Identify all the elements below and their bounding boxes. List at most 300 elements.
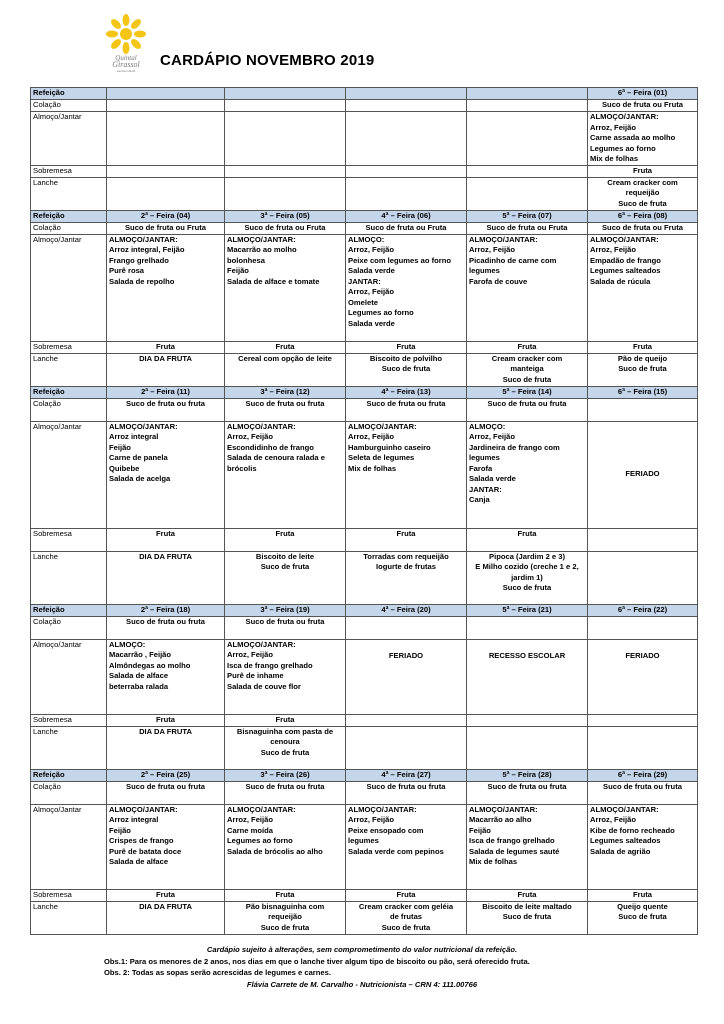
menu-line: Legumes ao forno [590, 143, 656, 153]
colacao-row [31, 781, 698, 804]
menu-line: de frutas [389, 912, 423, 921]
menu-line: Salada de acelga [109, 474, 171, 483]
sobremesa-row [31, 528, 698, 551]
menu-line: Purê rosa [109, 266, 145, 275]
menu-line: Biscoito de polvilho [369, 353, 443, 363]
day-header: 2ª – Feira (04) [107, 210, 225, 222]
sobremesa-cell: Fruta [107, 341, 225, 353]
menu-line: cenoura [270, 737, 300, 746]
menu-line: Suco de fruta [618, 364, 667, 373]
menu-line: DIA DA FRUTA [139, 726, 192, 736]
menu-line: Canja [469, 495, 490, 504]
almoco-cell [225, 234, 346, 341]
day-header: 5ª – Feira (07) [467, 210, 588, 222]
menu-line: Empadão de frango [590, 255, 661, 265]
sobremesa-cell: Fruta [467, 889, 588, 901]
almoco-cell [467, 804, 588, 889]
colacao-cell [588, 398, 698, 421]
menu-line: Suco de fruta [381, 364, 431, 373]
menu-line: Mix de folhas [590, 154, 639, 163]
row-label-lanche: Lanche [31, 353, 107, 386]
menu-line: Salada de cenoura ralada e [227, 453, 325, 462]
colacao-row [31, 222, 698, 234]
menu-line: Mix de folhas [469, 857, 518, 866]
row-label-refeicao: Refeição [31, 769, 107, 781]
colacao-cell: Suco de fruta ou Fruta [588, 222, 698, 234]
sobremesa-cell: Fruta [346, 528, 467, 551]
sobremesa-cell: Fruta [588, 341, 698, 353]
lanche-row [31, 177, 698, 210]
menu-line: Arroz, Feijão [227, 815, 273, 824]
menu-line: ALMOÇO/JANTAR: [227, 421, 296, 431]
almoco-cell [107, 234, 225, 341]
menu-line: Suco de fruta [502, 912, 552, 921]
lanche-cell [346, 177, 467, 210]
lanche-cell [467, 551, 588, 604]
menu-line: Arroz integral, Feijão [109, 245, 185, 254]
lanche-cell [467, 177, 588, 210]
almoco-cell [588, 421, 698, 528]
almoco-cell [346, 804, 467, 889]
colacao-cell: Suco de fruta ou Fruta [588, 100, 698, 112]
colacao-cell: Suco de fruta ou fruta [588, 781, 698, 804]
menu-line: Macarrão ao alho [469, 815, 532, 824]
menu-line: FERIADO [625, 469, 660, 479]
menu-line: jardim 1) [511, 572, 543, 582]
menu-line: Omelete [348, 297, 378, 307]
row-label-colacao: Colação [31, 398, 107, 421]
lanche-cell [588, 726, 698, 769]
menu-line: Quibebe [109, 463, 140, 473]
almoco-cell [467, 112, 588, 166]
sobremesa-row [31, 889, 698, 901]
lanche-row [31, 551, 698, 604]
menu-line: ALMOÇO/JANTAR: [227, 804, 296, 814]
menu-line: Cream cracker com geléia [358, 901, 454, 911]
menu-line: Suco de fruta [618, 198, 667, 208]
colacao-cell: Suco de fruta ou fruta [225, 398, 346, 421]
almoco-cell [346, 421, 467, 528]
lanche-cell [467, 901, 588, 934]
menu-line: Salada de brócolis ao alho [227, 846, 323, 856]
sobremesa-cell [467, 165, 588, 177]
lanche-cell [467, 726, 588, 769]
colacao-cell: Suco de fruta ou Fruta [225, 222, 346, 234]
row-label-colacao: Colação [31, 222, 107, 234]
sobremesa-cell: Fruta [346, 889, 467, 901]
sobremesa-cell: Fruta [107, 889, 225, 901]
colacao-cell: Suco de fruta ou fruta [107, 781, 225, 804]
menu-line: Arroz, Feijão [348, 287, 394, 296]
menu-line: bolonhesa [227, 255, 265, 265]
colacao-cell: Suco de fruta ou fruta [225, 781, 346, 804]
menu-line: Suco de fruta [260, 747, 310, 757]
almoco-cell [346, 639, 467, 714]
lanche-cell [346, 353, 467, 386]
lanche-row [31, 901, 698, 934]
week-header-row [31, 386, 698, 398]
menu-line: Pão de queijo [617, 353, 668, 363]
menu-line: Legumes ao forno [348, 308, 414, 317]
menu-line: Biscoito de leite maltado [482, 901, 572, 911]
almoco-row [31, 421, 698, 528]
sobremesa-cell: Fruta [225, 528, 346, 551]
week-header-row [31, 604, 698, 616]
row-label-sobremesa: Sobremesa [31, 889, 107, 901]
lanche-cell [225, 353, 346, 386]
lanche-cell [588, 901, 698, 934]
menu-line: Escondidinho de frango [227, 442, 314, 452]
lanche-row [31, 726, 698, 769]
colacao-row [31, 616, 698, 639]
menu-line: Peixe com legumes ao forno [348, 255, 451, 265]
almoco-cell [588, 112, 698, 166]
menu-line: Arroz, Feijão [348, 815, 394, 824]
colacao-cell [588, 616, 698, 639]
menu-line: Kibe de forno recheado [590, 825, 675, 835]
colacao-cell [346, 100, 467, 112]
sobremesa-cell [346, 165, 467, 177]
almoco-cell [588, 804, 698, 889]
almoco-cell [467, 639, 588, 714]
menu-line: requeijão [268, 912, 302, 921]
row-label-sobremesa: Sobremesa [31, 341, 107, 353]
menu-line: DIA DA FRUTA [139, 551, 192, 561]
sobremesa-cell: Fruta [346, 341, 467, 353]
menu-line: Salada de repolho [109, 276, 175, 286]
menu-line: Arroz, Feijão [348, 432, 394, 441]
menu-line: Frango grelhado [109, 255, 169, 265]
menu-line: JANTAR: [469, 484, 502, 494]
menu-line: Isca de frango grelhado [227, 660, 313, 670]
menu-line: Iogurte de frutas [376, 562, 436, 571]
sobremesa-row [31, 341, 698, 353]
menu-line: DIA DA FRUTA [139, 901, 192, 911]
menu-line: beterraba ralada [109, 681, 169, 691]
menu-line: legumes [469, 453, 500, 462]
lanche-cell [225, 551, 346, 604]
almoco-cell [588, 639, 698, 714]
footer-disclaimer: Cardápio sujeito à alterações, sem comprometimento do valor nutricional da refeição. [206, 945, 518, 954]
almoco-cell [107, 804, 225, 889]
day-header: 5ª – Feira (21) [467, 604, 588, 616]
day-header: 3ª – Feira (12) [225, 386, 346, 398]
menu-line: Picadinho de carne com [469, 255, 557, 265]
menu-line: Purê de batata doce [109, 846, 182, 856]
lanche-cell [588, 551, 698, 604]
colacao-cell: Suco de fruta ou fruta [107, 616, 225, 639]
page-header [100, 14, 400, 74]
lanche-cell [346, 726, 467, 769]
menu-line: Bisnaguinha com pasta de [236, 726, 334, 736]
menu-line: Salada de alface [109, 857, 169, 866]
row-label-almoco: Almoço/Jantar [31, 112, 107, 166]
almoco-row [31, 112, 698, 166]
menu-line: Pão bisnaguinha com [245, 901, 325, 911]
menu-line: ALMOÇO/JANTAR: [590, 234, 659, 244]
menu-line: JANTAR: [348, 276, 381, 286]
colacao-cell: Suco de fruta ou fruta [225, 616, 346, 639]
sobremesa-cell [107, 165, 225, 177]
menu-line: Cream cracker com [491, 353, 563, 363]
menu-line: Torradas com requeijão [363, 551, 449, 561]
menu-line: requeijão [625, 188, 660, 197]
sobremesa-cell: Fruta [225, 889, 346, 901]
menu-line: ALMOÇO/JANTAR: [227, 234, 296, 244]
day-header: 4ª – Feira (27) [346, 769, 467, 781]
colacao-cell: Suco de fruta ou fruta [346, 398, 467, 421]
menu-line: Salada de alface e tomate [227, 276, 320, 286]
day-header: 3ª – Feira (19) [225, 604, 346, 616]
menu-line: Arroz, Feijão [227, 432, 273, 441]
menu-line: Arroz, Feijão [227, 650, 273, 659]
menu-line: Arroz integral [109, 815, 159, 824]
menu-line: manteiga [510, 364, 544, 373]
colacao-cell [107, 100, 225, 112]
sobremesa-cell: Fruta [107, 714, 225, 726]
menu-line: Farofa [469, 463, 493, 473]
almoco-cell [346, 112, 467, 166]
menu-line: legumes [348, 836, 379, 845]
logo-text-2: Girassol [112, 60, 140, 69]
page-title: CARDÁPIO NOVEMBRO 2019 [160, 52, 375, 69]
lanche-cell [107, 177, 225, 210]
almoco-cell [107, 421, 225, 528]
lanche-cell [107, 353, 225, 386]
menu-line: Salada verde [348, 318, 395, 328]
row-label-refeicao: Refeição [31, 88, 107, 100]
lanche-cell [107, 726, 225, 769]
lanche-cell [107, 901, 225, 934]
menu-line: Isca de frango grelhado [469, 836, 555, 845]
day-header: 5ª – Feira (14) [467, 386, 588, 398]
menu-line: Peixe ensopado com [348, 825, 424, 835]
lanche-cell [588, 177, 698, 210]
menu-line: Purê de inhame [227, 671, 284, 680]
menu-line: Suco de fruta [260, 922, 310, 932]
day-header [107, 88, 225, 100]
lanche-cell [225, 726, 346, 769]
almoco-cell [225, 421, 346, 528]
colacao-row [31, 100, 698, 112]
footer-obs-1: Obs.1: Para os menores de 2 anos, nos dias em que o lanche tiver algum tipo de biscoito ou pão, será oferecido fruta. [104, 956, 530, 966]
menu-line: Queijo quente [617, 901, 668, 911]
logo-text-3: escola infantil [116, 69, 136, 72]
menu-line: Mix de folhas [348, 463, 397, 473]
menu-line: Crispes de frango [109, 836, 174, 845]
row-label-sobremesa: Sobremesa [31, 165, 107, 177]
menu-line: Feijão [469, 825, 491, 835]
menu-line: ALMOÇO/JANTAR: [590, 112, 659, 121]
row-label-lanche: Lanche [31, 901, 107, 934]
colacao-row [31, 398, 698, 421]
menu-line: Cereal com opção de leite [238, 353, 332, 363]
menu-line: Feijão [109, 825, 131, 835]
row-label-almoco: Almoço/Jantar [31, 639, 107, 714]
menu-line: ALMOÇO/JANTAR: [348, 804, 417, 814]
colacao-cell [225, 100, 346, 112]
row-label-lanche: Lanche [31, 726, 107, 769]
menu-line: Suco de fruta [381, 922, 431, 932]
menu-line: Carne de panela [109, 453, 168, 462]
menu-line: Legumes salteados [590, 836, 661, 845]
colacao-cell: Suco de fruta ou Fruta [107, 222, 225, 234]
sobremesa-cell: Fruta [467, 528, 588, 551]
almoco-cell [107, 639, 225, 714]
day-header: 6ª – Feira (01) [588, 88, 698, 100]
day-header: 5ª – Feira (28) [467, 769, 588, 781]
day-header: 2ª – Feira (25) [107, 769, 225, 781]
menu-line: Salada de agrião [590, 846, 651, 856]
sobremesa-cell [225, 165, 346, 177]
menu-line: Pipoca (Jardim 2 e 3) [489, 551, 565, 561]
day-header: 6ª – Feira (29) [588, 769, 698, 781]
almoco-cell [588, 234, 698, 341]
menu-line: legumes [469, 266, 500, 275]
day-header: 2ª – Feira (18) [107, 604, 225, 616]
row-label-almoco: Almoço/Jantar [31, 804, 107, 889]
colacao-cell [467, 100, 588, 112]
menu-line: Biscoito de leite [255, 551, 315, 561]
menu-line: ALMOÇO/JANTAR: [227, 639, 296, 649]
lanche-cell [225, 901, 346, 934]
day-header [346, 88, 467, 100]
week-header-row [31, 88, 698, 100]
menu-line: E Milho cozido (creche 1 e 2, [475, 562, 579, 571]
week-header-row [31, 769, 698, 781]
menu-line: ALMOÇO/JANTAR: [348, 421, 417, 431]
day-header: 4ª – Feira (06) [346, 210, 467, 222]
menu-line: Salada verde [348, 266, 395, 275]
logo-text-1: Quintal [115, 54, 137, 62]
sobremesa-cell [346, 714, 467, 726]
menu-line: Suco de fruta [502, 374, 552, 384]
colacao-cell: Suco de fruta ou Fruta [467, 222, 588, 234]
menu-line: Macarrão ao molho [227, 245, 297, 254]
lanche-row [31, 353, 698, 386]
menu-line: Arroz, Feijão [348, 245, 394, 254]
sobremesa-cell: Fruta [588, 165, 698, 177]
menu-line: FERIADO [388, 650, 424, 660]
menu-line: Suco de fruta [502, 583, 552, 592]
sobremesa-cell: Fruta [225, 714, 346, 726]
logo [100, 14, 152, 72]
menu-line: ALMOÇO/JANTAR: [109, 804, 178, 814]
lanche-cell [346, 901, 467, 934]
sobremesa-cell: Fruta [588, 889, 698, 901]
day-header: 3ª – Feira (26) [225, 769, 346, 781]
row-label-colacao: Colação [31, 100, 107, 112]
menu-line: Salada de legumes sauté [469, 846, 560, 856]
menu-line: Feijão [227, 266, 249, 275]
almoco-cell [225, 112, 346, 166]
row-label-refeicao: Refeição [31, 386, 107, 398]
menu-line: Jardineira de frango com [469, 442, 560, 452]
day-header: 6ª – Feira (08) [588, 210, 698, 222]
row-label-lanche: Lanche [31, 551, 107, 604]
row-label-refeicao: Refeição [31, 604, 107, 616]
day-header: 6ª – Feira (22) [588, 604, 698, 616]
menu-line: Salada verde [469, 474, 516, 483]
menu-line: DIA DA FRUTA [139, 353, 192, 363]
row-label-almoco: Almoço/Jantar [31, 421, 107, 528]
sobremesa-row [31, 714, 698, 726]
menu-line: Salada verde com pepinos [348, 846, 444, 856]
menu-line: Cream cracker com [607, 177, 678, 187]
colacao-cell: Suco de fruta ou fruta [346, 781, 467, 804]
row-label-almoco: Almoço/Jantar [31, 234, 107, 341]
menu-line: Arroz, Feijão [469, 245, 515, 254]
week-header-row [31, 210, 698, 222]
menu-line: ALMOÇO/JANTAR: [469, 804, 538, 814]
menu-line: ALMOÇO/JANTAR: [109, 234, 178, 244]
row-label-sobremesa: Sobremesa [31, 528, 107, 551]
menu-line: ALMOÇO/JANTAR: [469, 234, 538, 244]
almoco-cell [467, 234, 588, 341]
footer-nutritionist: Flávia Carrete de M. Carvalho - Nutricionista – CRN 4: 111.00766 [246, 979, 478, 989]
sobremesa-cell [588, 528, 698, 551]
almoco-cell [225, 639, 346, 714]
almoco-cell [107, 112, 225, 166]
almoco-cell [346, 234, 467, 341]
menu-line: ALMOÇO/JANTAR: [109, 421, 178, 431]
menu-line: RECESSO ESCOLAR [488, 650, 566, 660]
menu-line: Arroz, Feijão [590, 122, 636, 132]
day-header: 4ª – Feira (20) [346, 604, 467, 616]
colacao-cell: Suco de fruta ou Fruta [346, 222, 467, 234]
lanche-cell [107, 551, 225, 604]
lanche-cell [467, 353, 588, 386]
menu-line: Hamburguinho caseiro [348, 442, 431, 452]
menu-line: brócolis [227, 463, 257, 473]
menu-line: Almôndegas ao molho [109, 660, 191, 670]
menu-line: Farofa de couve [469, 276, 528, 286]
menu-table [30, 87, 698, 935]
menu-line: Arroz, Feijão [469, 432, 515, 441]
menu-line: Feijão [109, 442, 131, 452]
row-label-colacao: Colação [31, 781, 107, 804]
menu-line: Salada de couve flor [227, 681, 301, 691]
lanche-cell [225, 177, 346, 210]
almoco-cell [225, 804, 346, 889]
colacao-cell [467, 616, 588, 639]
sobremesa-cell: Fruta [467, 341, 588, 353]
almoco-cell [467, 421, 588, 528]
almoco-row [31, 804, 698, 889]
menu-line: ALMOÇO: [469, 421, 506, 431]
day-header: 2ª – Feira (11) [107, 386, 225, 398]
menu-line: Suco de fruta [618, 912, 667, 921]
sobremesa-cell: Fruta [107, 528, 225, 551]
menu-line: Carne assada ao molho [590, 133, 676, 142]
menu-line: ALMOÇO: [109, 639, 146, 649]
colacao-cell: Suco de fruta ou fruta [467, 398, 588, 421]
sobremesa-cell [467, 714, 588, 726]
menu-line: Carne moída [227, 825, 273, 835]
menu-line: Arroz, Feijão [590, 815, 636, 824]
menu-line: Salada de rúcula [590, 276, 651, 286]
menu-line: FERIADO [625, 650, 660, 660]
footer-obs-2: Obs. 2: Todas as sopas serão acrescidas de legumes e carnes. [104, 968, 331, 977]
row-label-lanche: Lanche [31, 177, 107, 210]
day-header: 4ª – Feira (13) [346, 386, 467, 398]
row-label-refeicao: Refeição [31, 210, 107, 222]
menu-line: Legumes salteados [590, 266, 661, 275]
almoco-row [31, 234, 698, 341]
colacao-cell: Suco de fruta ou fruta [467, 781, 588, 804]
day-header: 3ª – Feira (05) [225, 210, 346, 222]
lanche-cell [588, 353, 698, 386]
